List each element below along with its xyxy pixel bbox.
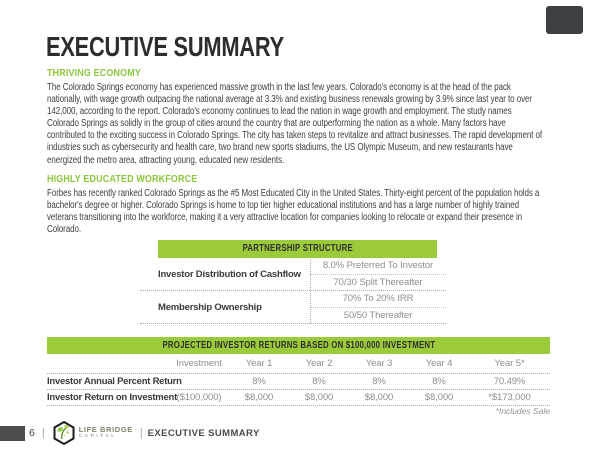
table-cell: $8,000 (244, 392, 274, 403)
column-header: Year 1 (245, 358, 273, 369)
table-cell: $8,000 (304, 392, 334, 403)
row-label: Investor Distribution of Cashflow (158, 268, 301, 280)
footer-divider: | (41, 427, 45, 439)
column-header: Investment (176, 358, 222, 369)
column-header: Year 2 (305, 358, 333, 369)
row-value: 8.0% Preferred To Investor (310, 258, 446, 275)
table-row (140, 291, 446, 324)
section-heading-educated-workforce: HIGHLY EDUCATED WORKFORCE (47, 172, 198, 185)
table-cell: *$173,000 (488, 392, 531, 403)
partnership-table-body (140, 258, 446, 324)
row-label: Investor Return on Investment (47, 392, 177, 403)
table-row (47, 374, 550, 390)
row-values (310, 291, 446, 323)
footer-section-label: EXECUTIVE SUMMARY (147, 427, 260, 439)
section-heading-thriving-economy: THRIVING ECONOMY (47, 67, 141, 79)
projected-returns-table (47, 337, 550, 406)
logo-name: LIFE BRIDGE (78, 425, 133, 435)
returns-table-header (47, 337, 550, 354)
row-value: 50/50 Thereafter (343, 309, 413, 321)
row-value: 70/30 Split Thereafter (333, 276, 423, 288)
table-cell: 8% (252, 376, 266, 387)
table-row (47, 390, 550, 406)
table-footnote: *Includes Sale (495, 406, 550, 416)
footer-edge-block (0, 426, 25, 441)
returns-table-title: PROJECTED INVESTOR RETURNS BASED ON $100,000 INVESTMENT (162, 340, 435, 351)
column-divider (310, 259, 311, 324)
column-header: Year 5* (494, 358, 525, 369)
table-cell: ($100,000) (176, 392, 222, 403)
lifebridge-hexagon-logo-icon (52, 420, 76, 446)
row-label: Investor Annual Percent Return (47, 376, 182, 387)
partnership-structure-table (140, 240, 446, 324)
corner-mark (546, 6, 583, 34)
table-cell: 8% (372, 376, 386, 387)
returns-column-headers (47, 354, 550, 374)
table-cell: 8% (432, 376, 446, 387)
table-cell: $8,000 (364, 392, 394, 403)
page-footer (0, 420, 260, 446)
page-number: 6 (29, 427, 35, 439)
lifebridge-logo-wordmark (79, 426, 133, 440)
row-label: Membership Ownership (158, 301, 262, 313)
partnership-table-header (158, 240, 437, 258)
logo-subname: CAPITAL (78, 434, 117, 440)
row-values (310, 258, 446, 290)
table-cell: $8,000 (424, 392, 454, 403)
section-body-thriving-economy: The Colorado Springs economy has experienced massive growth in the last few years. Colorado's economy is at the head of the pack nationally, with wage growth outpacing the national average at 3.3% and existing business renewals growing by 3.9% since last year to over 142,000, according to the report. Colorado's economy continues to lead the nation in wage growth and employment. The study names Colorado Springs as solidly in the group of cities around the country that are outperforming the nation as a whole. Many factors have contributed to the exciting success in Colorado Springs. The city has taken steps to revitalize and attract businesses. The rapid development of industries such as cybersecurity and health care, two brand new sports stadiums, the US Olympic Museum, and new restaurants have energized the metro area, attracting young, educated new residents. (47, 82, 543, 166)
column-header: Year 4 (425, 358, 453, 369)
footer-divider: | (139, 427, 143, 439)
section-body-educated-workforce: Forbes has recently ranked Colorado Springs as the #5 Most Educated City in the United States. Thirty-eight percent of the population holds a bachelor's degree or higher. Colorado Springs is home to top tier higher educational institutions and has a large number of highly trained veterans transitioning into the workforce, making it a very attractive location for companies looking to relocate or expand their presence in Colorado. (47, 187, 540, 235)
column-header: Year 3 (365, 358, 393, 369)
partnership-table-title: PARTNERSHIP STRUCTURE (242, 243, 353, 254)
table-row (140, 258, 446, 291)
table-cell: 8% (312, 376, 326, 387)
page-title: EXECUTIVE SUMMARY (46, 31, 284, 62)
row-value: 70% To 20% IRR (310, 291, 446, 308)
table-cell: 70.49% (493, 376, 526, 387)
body-content (47, 68, 600, 240)
